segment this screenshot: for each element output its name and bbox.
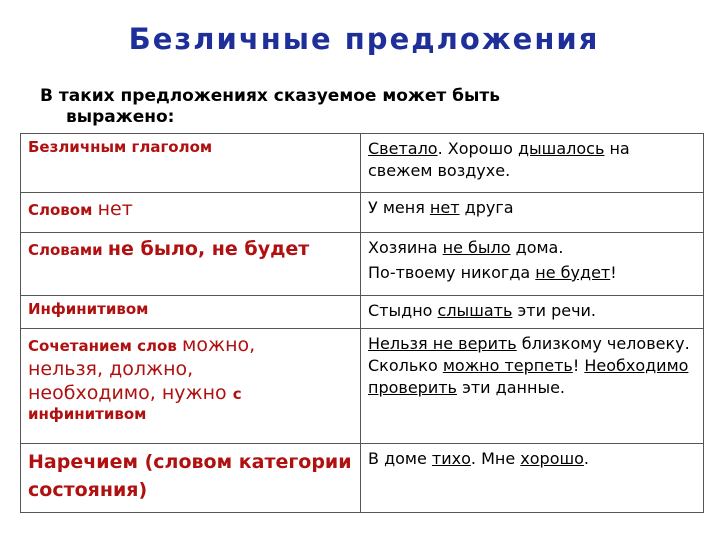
table-row xyxy=(21,134,704,193)
table-row xyxy=(21,296,704,329)
table-row xyxy=(21,329,704,444)
table-row xyxy=(21,233,704,296)
row-4-right: Стыдно слышать эти речи. xyxy=(361,296,704,329)
row-2-left: Словом нет xyxy=(21,193,361,233)
row-2-right: У меня нет друга xyxy=(361,193,704,233)
predicate-table xyxy=(20,133,704,513)
intro-line-1: В таких предложениях сказуемое может быть xyxy=(40,86,500,106)
row-4-left: Инфинитивом xyxy=(21,296,361,329)
row-6-left: Наречием (словом категории состояния) xyxy=(21,444,361,513)
row-1-right: Светало. Хорошо дышалось на свежем воздухе. xyxy=(361,134,704,193)
intro-line-2: выражено: xyxy=(66,107,175,127)
row-3-right: Хозяина не было дома. По-твоему никогда не будет! xyxy=(361,233,704,296)
table-row xyxy=(21,193,704,233)
row-5-right: Нельзя не верить близкому человеку. Сколько можно терпеть! Необходимо проверить эти данные. xyxy=(361,329,704,444)
row-1-left: Безличным глаголом xyxy=(21,134,361,193)
row-6-right: В доме тихо. Мне хорошо. xyxy=(361,444,704,513)
row-5-left: Сочетанием слов можно, нельзя, должно, необходимо, нужно с инфинитивом xyxy=(21,329,361,444)
page-title: Безличные предложения xyxy=(128,22,600,56)
table-row xyxy=(21,444,704,513)
intro-text xyxy=(40,86,640,128)
row-3-left: Словами не было, не будет xyxy=(21,233,361,296)
